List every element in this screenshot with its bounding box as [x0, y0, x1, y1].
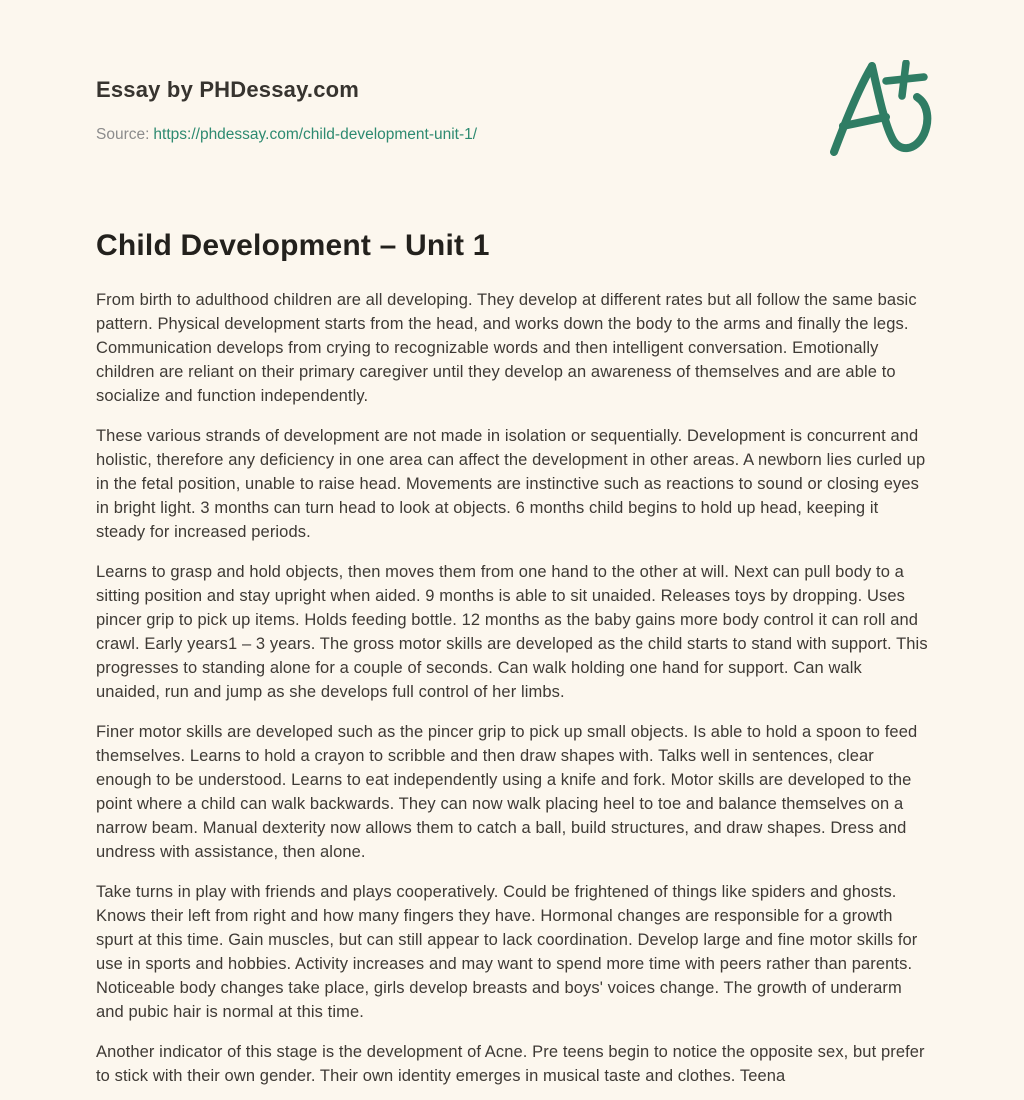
essay-paragraph: Another indicator of this stage is the development of Acne. Pre teens begin to notice the opposite sex, but prefer to stick with their own gender. Their own identity emerges in musical taste and clothes. Teena — [96, 1043, 925, 1085]
essay-paragraph: Finer motor skills are developed such as the pincer grip to pick up small objects. Is able to hold a spoon to feed themselves. Learns to hold a crayon to scribble and then draw shapes with. Talks well in sentences, clear enough to be understood. Learns to eat independently using a knife and fork. Motor skills are developed to the point where a child can walk backwards. They can now walk placing heel to toe and balance themselves on a narrow beam. Manual dexterity now allows them to catch a ball, build structures, and draw shapes. Dress and undress with assistance, then alone. — [96, 723, 918, 861]
essay-paragraph: Learns to grasp and hold objects, then moves them from one hand to the other at will. Next can pull body to a sitting position and stay upright when aided. 9 months is able to sit unaided. Releases toys by dropping. Uses pincer grip to pick up items. Holds feeding bottle. 12 months as the baby gains more body control it can roll and crawl. Early years1 – 3 years. The gross motor skills are developed as the child starts to stand with support. This progresses to standing alone for a couple of seconds. Can walk holding one hand for support. Can walk unaided, run and jump as she develops full control of her limbs. — [96, 563, 928, 701]
essay-paragraph: These various strands of development are not made in isolation or sequentially. Development is concurrent and holistic, therefore any deficiency in one area can affect the development in other areas. A newborn lies curled up in the fetal position, unable to raise head. Movements are instinctive such as reactions to sound or closing eyes in bright light. 3 months can turn head to look at objects. 6 months child begins to hold up head, keeping it steady for increased periods. — [96, 427, 926, 541]
essay-byline: Essay by PHDessay.com — [96, 77, 360, 102]
essay-paragraph: From birth to adulthood children are all developing. They develop at different rates but all follow the same basic pattern. Physical development starts from the head, and works down the body to the arms and finally the legs. Communication develops from crying to recognizable words and then intelligent conversation. Emotionally children are reliant on their primary caregiver until they develop an awareness of themselves and are able to socialize and function independently. — [96, 291, 917, 405]
source-line — [96, 126, 928, 144]
essay-body — [96, 288, 928, 1088]
essay-paragraph: Take turns in play with friends and plays cooperatively. Could be frightened of things like spiders and ghosts. Knows their left from right and how many fingers they have. Hormonal changes are responsible for a growth spurt at this time. Gain muscles, but can still appear to lack coordination. Develop large and fine motor skills for use in sports and hobbies. Activity increases and may want to spend more time with peers rather than parents. Noticeable body changes take place, girls develop breasts and boys' voices change. The growth of underarm and pubic hair is normal at this time. — [96, 883, 918, 1021]
page-title: Child Development – Unit 1 — [96, 229, 490, 262]
source-label: Source: — [96, 126, 150, 143]
source-link[interactable]: https://phdessay.com/child-development-unit-1/ — [153, 126, 478, 143]
a-plus-logo-icon — [826, 60, 934, 160]
